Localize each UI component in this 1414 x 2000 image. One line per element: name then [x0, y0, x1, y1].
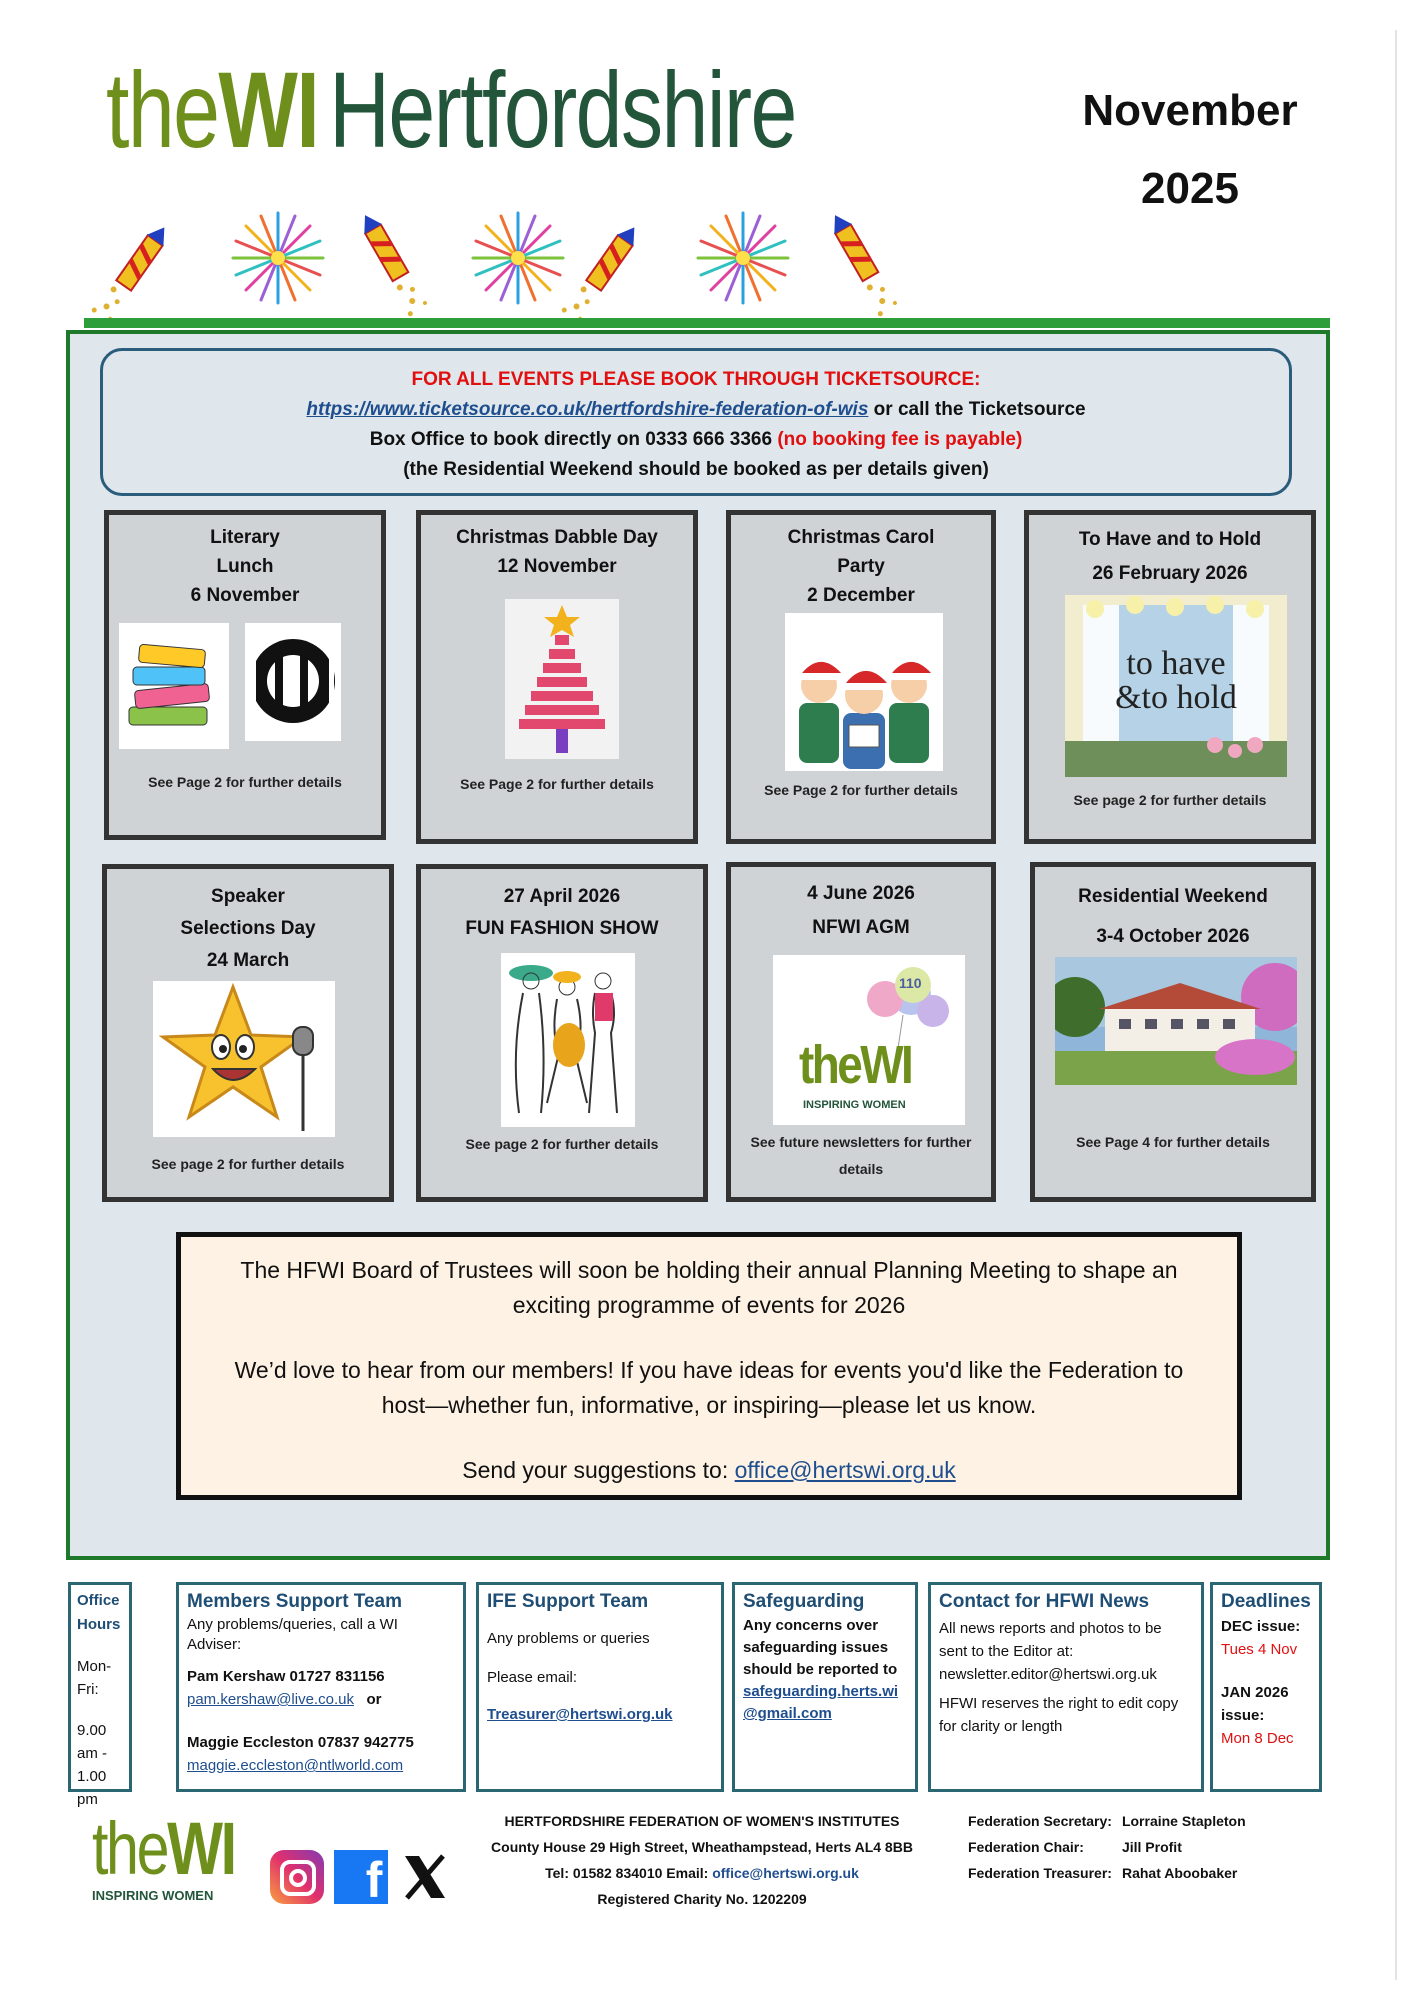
brand-the: the	[106, 49, 219, 170]
office-hours-box	[68, 1582, 132, 1808]
event-title: Residential Weekend 3-4 October 2026	[1078, 886, 1268, 947]
ife-email-link[interactable]: Treasurer@hertswi.org.uk	[487, 1706, 673, 1723]
wi-agm-tagline: INSPIRING WOMEN	[803, 1099, 906, 1111]
safeguarding-title: Safeguarding	[743, 1591, 865, 1612]
event-card-dabble-day[interactable]	[416, 510, 698, 844]
or-text: or	[366, 1691, 382, 1708]
office-hours-title: Office Hours	[77, 1592, 121, 1633]
wedding-image	[1065, 595, 1287, 777]
event-title: Literary Lunch 6 November	[190, 527, 300, 606]
members-support-intro: Any problems/queries, call a WI Adviser:	[187, 1616, 398, 1653]
edition-date	[1060, 72, 1320, 228]
deadlines-title: Deadlines	[1221, 1591, 1311, 1612]
wi-footer-logo	[92, 1807, 270, 1903]
carol-singers-image	[785, 613, 943, 771]
federation-name: HERTFORDSHIRE FEDERATION OF WOMEN'S INSTITUTES	[504, 1813, 900, 1829]
news-line-1: All news reports and photos to be sent to the Editor at:	[939, 1620, 1162, 1660]
event-title: Speaker Selections Day 24 March	[180, 886, 316, 971]
event-card-nfwi-agm[interactable]	[726, 862, 996, 1202]
event-note: See page 2 for further details	[151, 1156, 345, 1172]
event-card-literary-lunch[interactable]	[104, 510, 386, 840]
safeguarding-email-link[interactable]: safeguarding.herts.wi@gmail.com	[743, 1683, 899, 1722]
booking-notice	[100, 348, 1292, 496]
jan-issue-date: Mon 8 Dec	[1221, 1730, 1294, 1747]
edition-month: November	[1082, 86, 1298, 135]
officer-name: Lorraine Stapleton	[1121, 1813, 1246, 1829]
dec-issue-label: DEC issue:	[1221, 1618, 1301, 1635]
event-title: 4 June 2026 NFWI AGM	[807, 883, 915, 938]
panel-top-bar	[84, 318, 1330, 328]
ife-line-1: Any problems or queries	[487, 1630, 650, 1647]
event-card-speaker-selections[interactable]	[102, 864, 394, 1202]
news-contact-box	[928, 1582, 1204, 1792]
brand-title	[106, 50, 796, 170]
event-title: Christmas Carol Party 2 December	[787, 527, 935, 606]
christmas-tree-image	[505, 599, 619, 759]
officer-row	[968, 1860, 1256, 1886]
wi-110-logo-image	[773, 955, 965, 1125]
ife-support-box	[476, 1582, 724, 1792]
jan-issue-label: JAN 2026 issue:	[1221, 1684, 1289, 1724]
officer-name: Jill Profit	[1121, 1839, 1182, 1855]
adviser-2-email[interactable]: maggie.eccleston@ntlworld.com	[187, 1757, 404, 1774]
event-note: See future newsletters for further details	[750, 1134, 972, 1177]
federation-info	[462, 1808, 942, 1912]
event-note: See Page 2 for further details	[148, 774, 342, 790]
event-card-to-have-and-to-hold[interactable]	[1024, 510, 1316, 844]
footer-logo-wi: WI	[167, 1807, 235, 1890]
ticketsource-link[interactable]: https://www.ticketsource.co.uk/hertfordshire-federation-of-wis	[306, 399, 869, 420]
facebook-icon[interactable]: f	[334, 1850, 388, 1904]
office-email-link[interactable]: office@hertswi.org.uk	[734, 1457, 956, 1483]
federation-officers	[968, 1808, 1256, 1886]
event-card-fashion-show[interactable]	[416, 864, 708, 1202]
event-note: See Page 4 for further details	[1076, 1134, 1270, 1150]
brand-county: Hertfordshire	[329, 49, 796, 170]
officer-role: Federation Treasurer:	[968, 1865, 1112, 1881]
office-days: Mon-Fri:	[77, 1658, 112, 1698]
event-title: 27 April 2026 FUN FASHION SHOW	[465, 886, 659, 939]
federation-tel: Tel: 01582 834010 Email:	[545, 1865, 709, 1881]
officer-row	[968, 1834, 1256, 1860]
footer-logo-the: the	[92, 1807, 168, 1890]
officer-role: Federation Chair:	[968, 1839, 1084, 1855]
wi-110-text: 110	[899, 975, 922, 991]
event-card-residential-weekend[interactable]	[1030, 862, 1316, 1202]
adviser-2: Maggie Eccleston 07837 942775	[187, 1734, 414, 1751]
instagram-icon[interactable]	[270, 1850, 324, 1904]
federation-email[interactable]: office@hertswi.org.uk	[712, 1865, 859, 1881]
news-contact-title: Contact for HFWI News	[939, 1591, 1150, 1612]
social-icons	[270, 1850, 449, 1908]
event-note: See Page 2 for further details	[460, 776, 654, 792]
event-title: To Have and to Hold 26 February 2026	[1078, 529, 1262, 584]
booking-heading: FOR ALL EVENTS PLEASE BOOK THROUGH TICKETSOURCE:	[411, 369, 981, 390]
adviser-1: Pam Kershaw 01727 831156	[187, 1668, 385, 1685]
fireworks-banner	[88, 180, 1088, 320]
event-note: See page 2 for further details	[465, 1136, 659, 1152]
x-icon[interactable]	[399, 1852, 449, 1902]
ife-support-title: IFE Support Team	[487, 1591, 649, 1612]
officer-role: Federation Secretary:	[968, 1813, 1112, 1829]
booking-line2: or call the Ticketsource	[873, 399, 1086, 420]
federation-address: County House 29 High Street, Wheathampstead, Herts AL4 8BB	[491, 1839, 913, 1855]
planning-meeting-message	[176, 1232, 1242, 1500]
dec-issue-date: Tues 4 Nov	[1221, 1641, 1298, 1658]
wi-agm-logo-text: theWI	[799, 1035, 912, 1095]
wedding-image-text-1: to have	[1126, 645, 1226, 682]
books-image	[119, 623, 229, 749]
deadlines-box	[1210, 1582, 1322, 1792]
event-title: Christmas Dabble Day 12 November	[456, 527, 658, 577]
officer-row	[968, 1808, 1256, 1834]
message-paragraph-2: We’d love to hear from our members! If you have ideas for events you'd like the Federation to host—whether fun, informative, or inspiring—please let us know.	[234, 1357, 1184, 1418]
star-microphone-image	[153, 981, 335, 1137]
residential-venue-image	[1055, 957, 1297, 1085]
brand-wi: WI	[218, 49, 319, 170]
safeguarding-box	[732, 1582, 918, 1792]
edition-year: 2025	[1141, 164, 1239, 213]
fashion-sketch-image	[501, 953, 635, 1127]
event-card-carol-party[interactable]	[726, 510, 996, 844]
officer-name: Rahat Aboobaker	[1121, 1865, 1238, 1881]
booking-line4: (the Residential Weekend should be booked as per details given)	[403, 459, 989, 480]
news-editor-email[interactable]: newsletter.editor@hertswi.org.uk	[939, 1666, 1157, 1683]
message-send-label: Send your suggestions to:	[462, 1457, 729, 1483]
cutlery-plate-image	[245, 623, 341, 741]
booking-line3: Box Office to book directly on 0333 666 3366	[369, 429, 773, 450]
event-note: See Page 2 for further details	[764, 782, 958, 798]
members-support-box	[176, 1582, 466, 1792]
event-note: See page 2 for further details	[1073, 792, 1267, 808]
message-paragraph-1: The HFWI Board of Trustees will soon be holding their annual Planning Meeting to shape an exciting programme of events for 2026	[240, 1257, 1178, 1318]
safeguarding-text: Any concerns over safeguarding issues should be reported to	[743, 1617, 898, 1678]
members-support-title: Members Support Team	[187, 1591, 403, 1612]
wedding-image-text-2: &to hold	[1115, 679, 1237, 716]
footer-logo-tagline: INSPIRING WOMEN	[92, 1888, 214, 1903]
page-edge-divider	[1395, 30, 1397, 1980]
adviser-1-email[interactable]: pam.kershaw@live.co.uk	[187, 1691, 354, 1708]
news-line-2: HFWI reserves the right to edit copy for clarity or length	[939, 1695, 1179, 1735]
ife-line-2: Please email:	[487, 1669, 578, 1686]
office-hours-time: 9.00 am - 1.00 pm	[77, 1722, 107, 1808]
charity-number: Registered Charity No. 1202209	[597, 1891, 807, 1907]
no-fee-note: (no booking fee is payable)	[777, 429, 1023, 450]
